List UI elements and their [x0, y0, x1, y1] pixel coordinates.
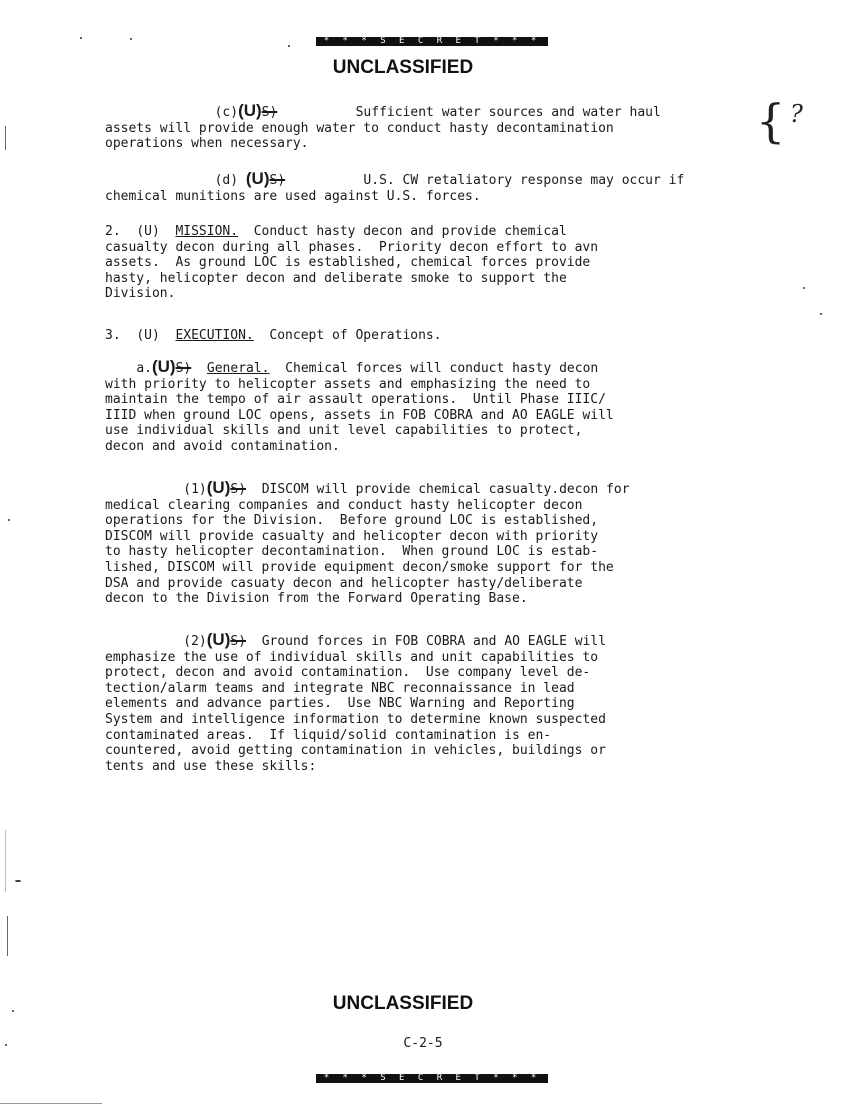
para-line: Chemical forces will conduct hasty decon	[285, 361, 599, 376]
para-line: Sufficient water sources and water haul	[277, 105, 661, 120]
para-line: contaminated areas. If liquid/solid contamination is en-	[105, 727, 552, 743]
scan-speck	[130, 38, 132, 40]
scan-speck	[288, 45, 290, 47]
scan-speck	[80, 37, 82, 39]
struck-mark: S)	[230, 634, 247, 649]
para-line: decon and avoid contamination.	[105, 438, 340, 454]
portion-mark: (U)	[245, 169, 270, 188]
para-line: decon to the Division from the Forward Operating Base.	[105, 591, 528, 607]
para-line: assets. As ground LOC is established, chemical forces provide	[105, 255, 591, 271]
portion-mark: (U)	[206, 630, 231, 649]
para-line: chemical munitions are used against U.S. forces.	[105, 188, 481, 204]
para-marker: (c)	[214, 105, 239, 120]
para-line: emphasize the use of individual skills and unit capabilities to	[105, 649, 599, 665]
margin-question: ?	[790, 100, 803, 128]
para-line: tents and use these skills:	[105, 758, 317, 774]
para-line: System and intelligence information to determine known suspected	[105, 711, 606, 727]
para-line: Division.	[105, 286, 176, 302]
scan-speck	[8, 519, 10, 521]
paragraph-1	[105, 478, 765, 607]
para-number: 2.	[105, 224, 121, 239]
para-text: Concept of Operations.	[269, 328, 442, 343]
para-line: operations for the Division. Before ground LOC is established,	[105, 513, 599, 529]
scan-speck	[820, 313, 822, 315]
para-line: lished, DISCOM will provide equipment decon/smoke support for the	[105, 559, 614, 575]
portion-mark: (U)	[136, 328, 160, 343]
scan-edge-line	[0, 1103, 102, 1104]
para-line: maintain the tempo of air assault operations. Until Phase IIIC/	[105, 392, 606, 408]
para-line: operations when necessary.	[105, 136, 309, 152]
para-line: to hasty helicopter decontamination. When ground LOC is estab-	[105, 544, 599, 560]
para-line: IIID when ground LOC opens, assets in FOB COBRA and AO EAGLE will	[105, 407, 614, 423]
para-number: 3.	[105, 328, 121, 343]
para-line: casualty decon during all phases. Priority decon effort to avn	[105, 239, 599, 255]
para-marker: a.	[136, 361, 152, 376]
secret-banner-top: * * * S E C R E T * * *	[316, 37, 548, 46]
scan-speck	[12, 1010, 14, 1012]
paragraph-execution	[105, 328, 765, 344]
page-number: C-2-5	[403, 1036, 443, 1051]
para-line: hasty, helicopter decon and deliberate smoke to support the	[105, 270, 567, 286]
struck-mark: S)	[175, 361, 192, 376]
para-line: with priority to helicopter assets and emphasizing the need to	[105, 376, 591, 392]
para-line: elements and advance parties. Use NBC Warning and Reporting	[105, 696, 575, 712]
para-line: protect, decon and avoid contamination. Use company level de-	[105, 665, 591, 681]
paragraph-mission	[105, 224, 765, 302]
para-line: assets will provide enough water to conduct hasty decontamination	[105, 120, 614, 136]
para-line: tection/alarm teams and integrate NBC reconnaissance in lead	[105, 680, 575, 696]
para-line: DSA and provide casuaty decon and helicopter hasty/deliberate	[105, 575, 583, 591]
paragraph-d	[105, 169, 765, 204]
para-line: countered, avoid getting contamination in vehicles, buildings or	[105, 743, 606, 759]
classification-bottom: UNCLASSIFIED	[332, 993, 474, 1014]
para-marker: (2)	[183, 634, 207, 649]
struck-mark: S)	[230, 482, 247, 497]
section-heading: MISSION.	[175, 224, 239, 239]
para-line: medical clearing companies and conduct hasty helicopter decon	[105, 497, 583, 513]
scan-edge-line	[7, 916, 8, 956]
portion-mark: (U)	[151, 357, 176, 376]
secret-banner-bottom: * * * S E C R E T * * *	[316, 1074, 548, 1083]
para-line: Conduct hasty decon and provide chemical	[253, 224, 567, 239]
scan-edge-line	[5, 830, 6, 892]
para-line: DISCOM will provide casualty and helicopter decon with priority	[105, 528, 599, 544]
paragraph-c	[105, 101, 765, 152]
classification-top: UNCLASSIFIED	[332, 57, 474, 78]
scan-speck	[15, 880, 21, 882]
para-line: Ground forces in FOB COBRA and AO EAGLE will	[261, 634, 607, 649]
section-heading: EXECUTION.	[175, 328, 254, 343]
scan-speck	[803, 287, 805, 289]
para-marker: (1)	[183, 482, 207, 497]
struck-mark: S)	[269, 173, 286, 188]
portion-mark: (U)	[136, 224, 160, 239]
paragraph-2	[105, 630, 765, 774]
section-heading: General.	[206, 361, 270, 376]
portion-mark: (U)	[238, 101, 262, 120]
margin-brace: {	[756, 94, 786, 148]
scan-edge-line	[5, 126, 6, 150]
para-marker: (d)	[214, 173, 239, 188]
scan-speck	[5, 1044, 7, 1046]
para-line: U.S. CW retaliatory response may occur if	[285, 173, 685, 188]
portion-mark: (U)	[206, 478, 231, 497]
para-line: use individual skills and unit level capabilities to protect,	[105, 423, 583, 439]
para-line: DISCOM will provide chemical casualty.decon for	[261, 482, 630, 497]
struck-mark: S)	[261, 105, 278, 120]
paragraph-general	[105, 357, 765, 455]
